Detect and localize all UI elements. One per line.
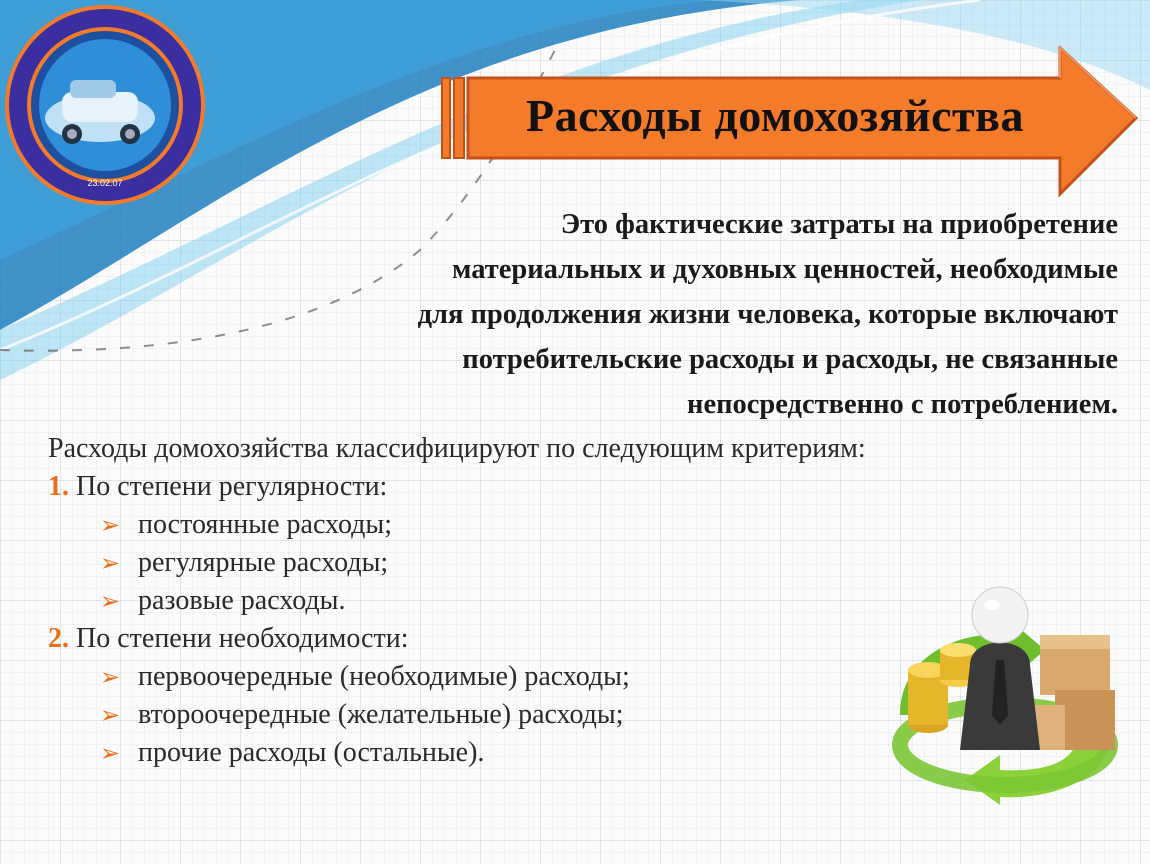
bullet-arrow-icon: ➢	[100, 739, 121, 767]
definition-line: для продолжения жизни человека, которые включают	[417, 299, 1118, 330]
criterion-heading	[48, 468, 1048, 506]
logo-emblem	[0, 0, 215, 215]
person-with-coins-icon	[880, 575, 1130, 805]
list-item	[48, 506, 1048, 544]
slide-title: Расходы домохозяйства	[526, 89, 1024, 141]
list-item-text: регулярные расходы;	[138, 547, 389, 578]
bullet-arrow-icon: ➢	[100, 587, 121, 615]
criterion-number: 1.	[48, 471, 69, 502]
intro-text: Расходы домохозяйства классифицируют по следующим критериям:	[48, 433, 866, 464]
definition-line: потребительские расходы и расходы, не связанные	[462, 344, 1118, 375]
definition-paragraph	[225, 202, 1118, 427]
criterion-label: По степени регулярности:	[76, 471, 388, 502]
bullet-arrow-icon: ➢	[100, 701, 121, 729]
criterion-label: По степени необходимости:	[76, 623, 409, 654]
criterion-number: 2.	[48, 623, 69, 654]
bullet-arrow-icon: ➢	[100, 549, 121, 577]
list-item-text: первоочередные (необходимые) расходы;	[138, 661, 630, 692]
boxes	[1030, 635, 1115, 750]
list-item-text: второочередные (желательные) расходы;	[138, 699, 624, 730]
logo-date: 23.02.07	[87, 178, 123, 188]
definition-line: материальных и духовных ценностей, необходимые	[452, 254, 1118, 285]
bullet-arrow-icon: ➢	[100, 663, 121, 691]
definition-line: Это фактические затраты на приобретение	[560, 209, 1118, 240]
list-item-text: разовые расходы.	[138, 585, 346, 616]
definition-line: непосредственно с потреблением.	[687, 389, 1118, 420]
bullet-arrow-icon: ➢	[100, 511, 121, 539]
list-item-text: прочие расходы (остальные).	[138, 737, 485, 768]
person-figure	[960, 587, 1040, 750]
list-item-text: постоянные расходы;	[138, 509, 392, 540]
